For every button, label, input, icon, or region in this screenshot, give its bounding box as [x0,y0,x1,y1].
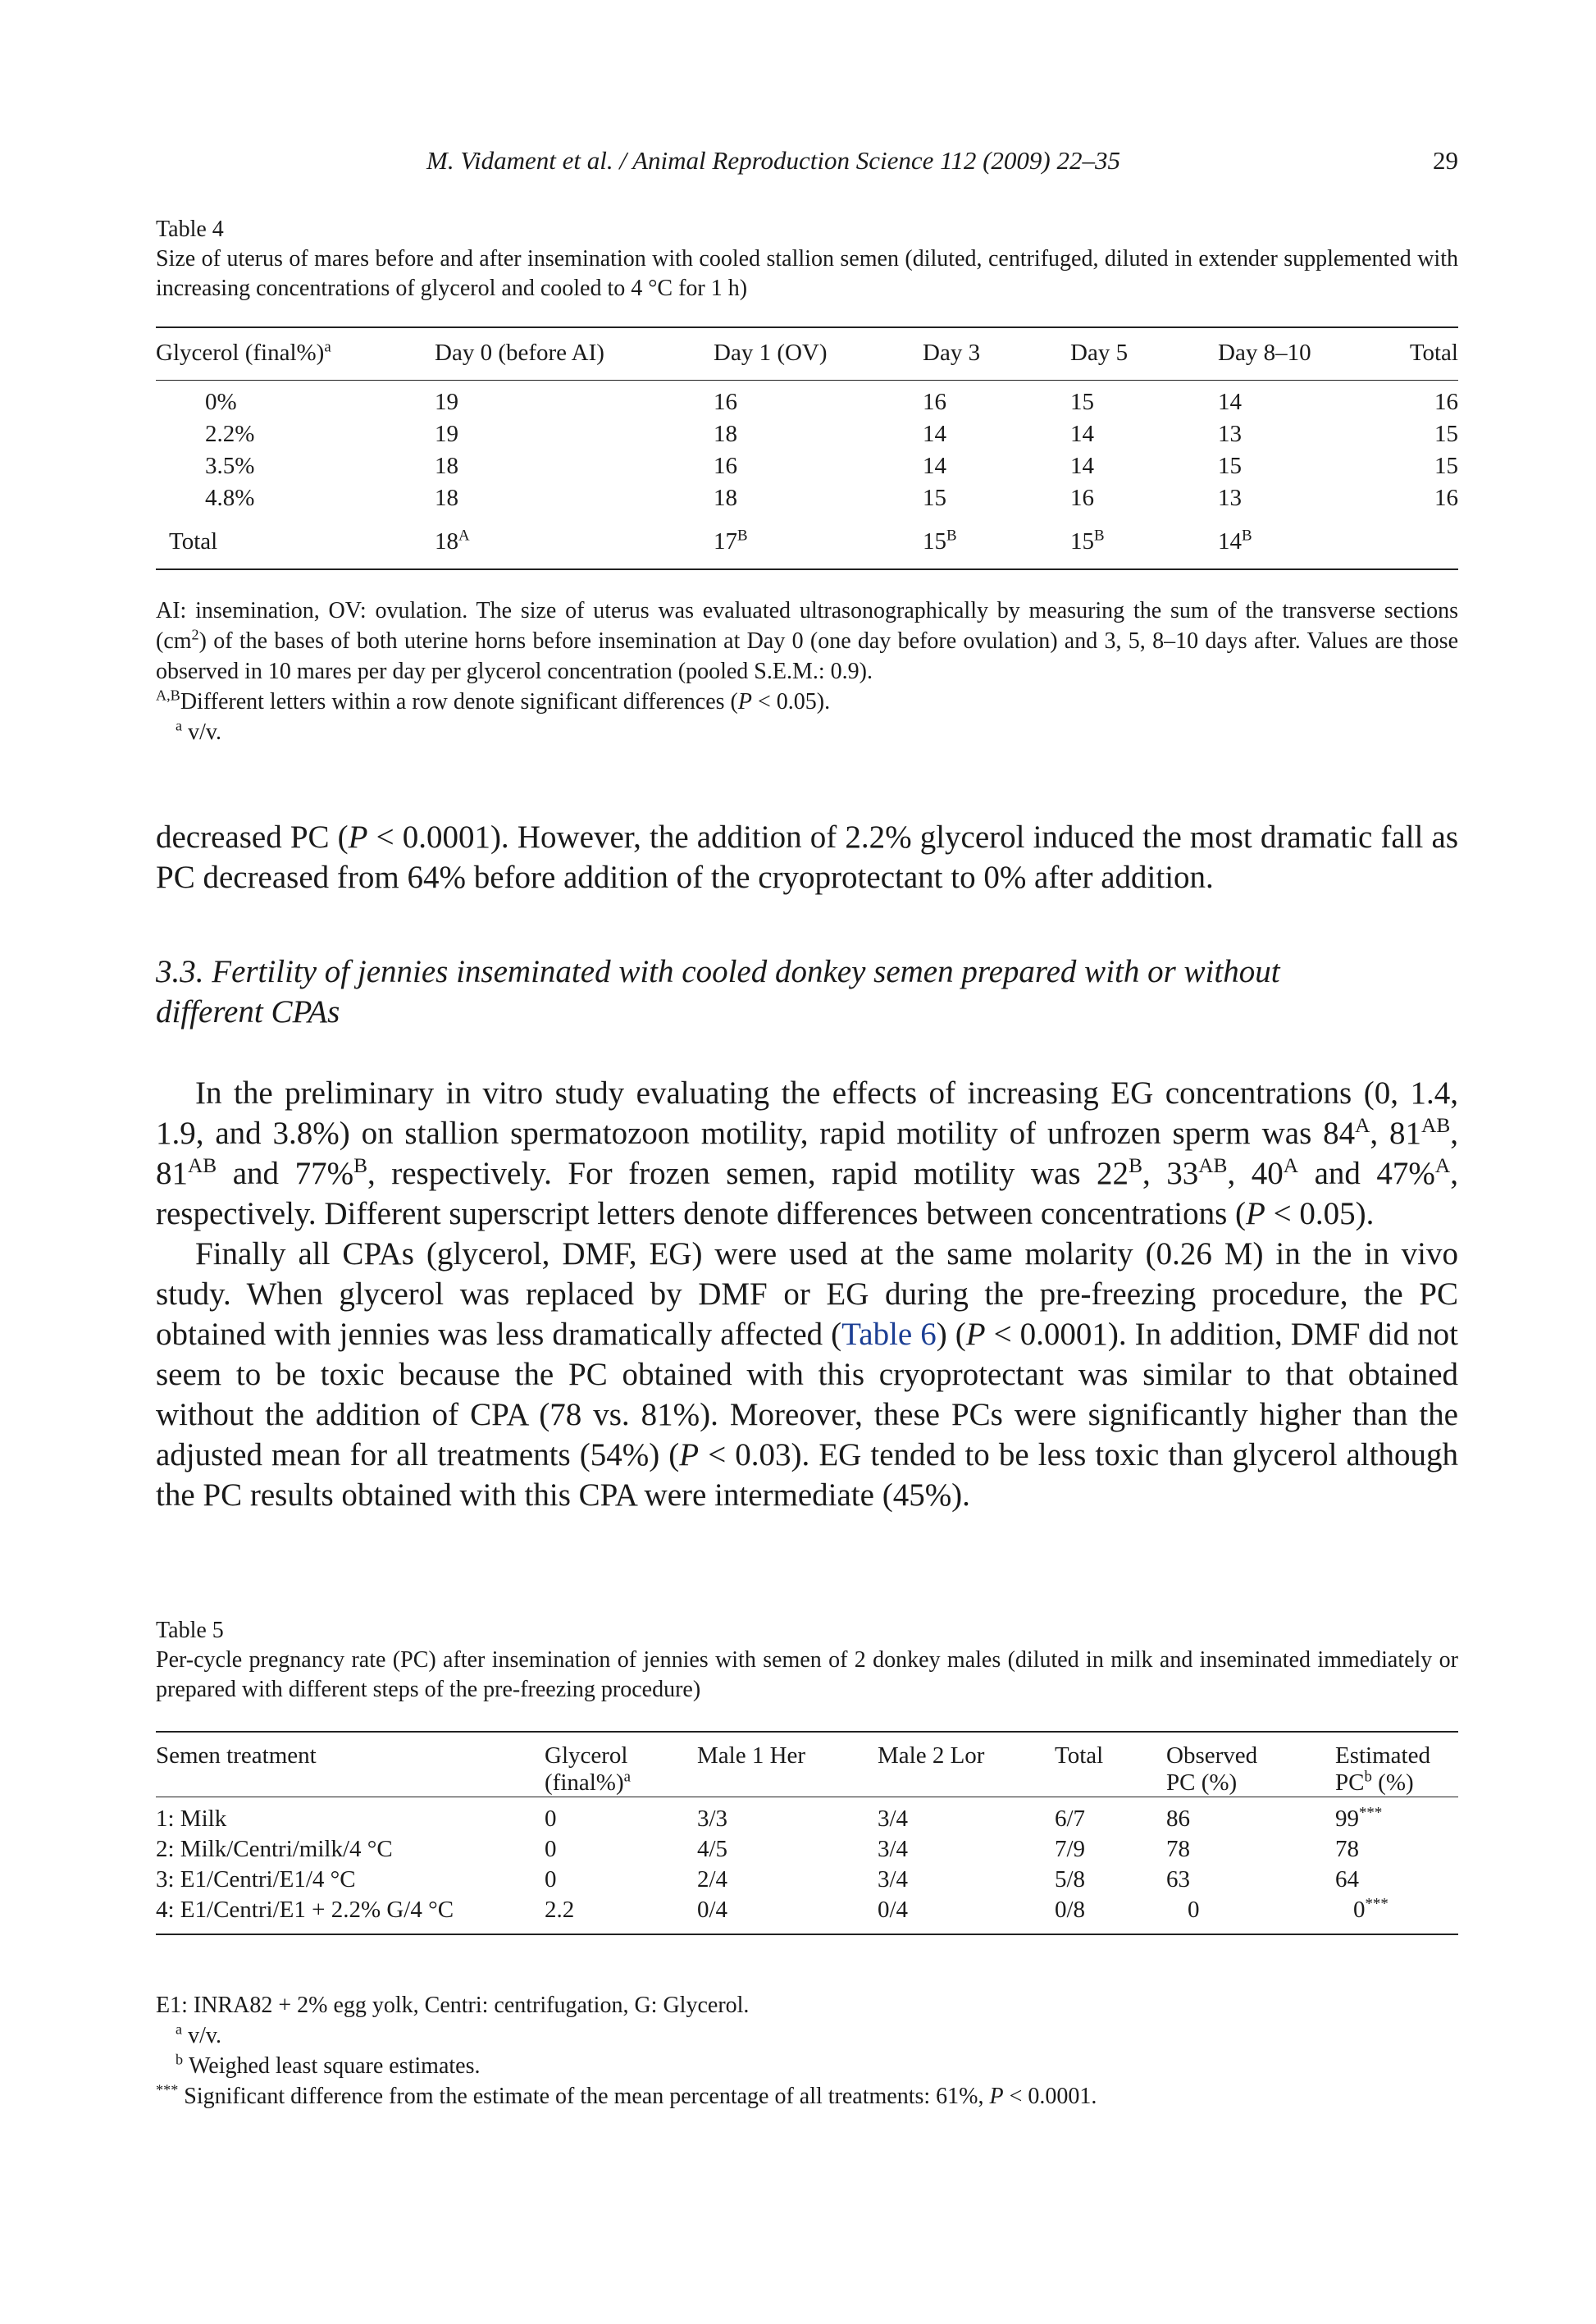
table4-col-day0: Day 0 (before AI) [435,340,604,366]
table4-col-total: Total [1409,340,1458,366]
body-paragraph-2: In the preliminary in vitro study evaluating the effects of increasing EG concentrations (0, 1.4, 1.9, and 3.8%) on stallion spermatozoon motility, rapid motility of unfrozen sperm was $84^A$, $81^{AB}$, $81^{AB}$ and 77%$^B$, respectively. For frozen semen, rapid motility was $22^B$, $33^{AB}$, $40^A$ and 47%$^A$, respectively. Different superscript letters denote differences between concentrations (P < 0.05). [156,1075,1458,1231]
table4-note-main: AI: insemination, OV: ovulation. The size of uterus was evaluated ultrasonographically by measuring the sum of the transverse sections $(cm^2)$ of the bases of both uterine horns before insemination at Day 0 (one day before ovulation) and 3, 5, 8–10 days after. Values are those observed in 10 mares per day per glycerol concentration (pooled S.E.M.: 0.9). [156,598,1458,684]
table5-col-treatment: Semen treatment [156,1742,317,1769]
table4-col-day8-10: Day 8–10 [1218,340,1311,366]
table5-footnote-a: $^a$ v/v. [176,2020,222,2048]
table-row: 3.5% 18 16 14 14 15 15 [205,453,1458,479]
table-row: 3: E1/Centri/E1/4 °C 0 2/4 3/4 5/8 63 64 [156,1866,1359,1893]
table4-note-significance: $^{A,B}$Different letters within a row denote significant differences (P < 0.05). [156,687,831,715]
table5-note-main: E1: INRA82 + 2% egg yolk, Centri: centrifugation, G: Glycerol. [156,1993,750,2018]
table-row: 1: Milk 0 3/3 3/4 6/7 86 99*** [156,1797,1458,1833]
table4-notes [156,596,1458,747]
section-heading: 3.3. Fertility of jennies inseminated with cooled donkey semen prepared with or without different CPAs [156,954,1280,1030]
table4-col-day5: Day 5 [1070,340,1129,366]
table5-header-row [156,1732,1458,1797]
table4-caption [156,215,1458,304]
table5-description: Per-cycle pregnancy rate (PC) after insemination of jennies with semen of 2 donkey males (diluted in milk and inseminated immediately or prepared with different steps of the pre-freezing procedure) [156,1647,1458,1702]
table-row: 4.8% 18 18 15 16 13 16 [205,485,1458,511]
table5-caption [156,1616,1458,1705]
table5 [156,1731,1458,1935]
table-row: 2: Milk/Centri/milk/4 °C 0 4/5 3/4 7/9 78 78 [156,1836,1359,1862]
table5-label: Table 5 [156,1618,224,1643]
table4 [156,326,1458,570]
table4-col-glycerol: Glycerol (final%)$^a$ [156,338,331,366]
table4-description: Size of uterus of mares before and after insemination with cooled stallion semen (diluted, centrifuged, diluted in extender supplemented with increasing concentrations of glycerol and cooled to 4 °C for 1 h) [156,246,1458,301]
table4-header-row [156,327,1458,381]
table5-col-estimated: Estimated $PC^b$ (%) [1335,1742,1430,1796]
running-title: M. Vidament et al. / Animal Reproduction Science 112 (2009) 22–35 [426,146,1121,175]
table5-col-glycerol: Glycerol (final%)$^a$ [545,1742,631,1796]
table4-total-row: Total $18^A$ $17^B$ $15^B$ $15^B$ $14^B$ [156,512,1458,569]
body-paragraphs [156,1073,1458,1515]
page-number: 29 [1433,146,1458,175]
table6-link[interactable]: Table 6 [841,1317,937,1352]
running-head [156,146,1458,179]
body-paragraph-3: Finally all CPAs (glycerol, DMF, EG) were used at the same molarity (0.26 M) in the in vivo study. When glycerol was replaced by DMF or EG during the pre-freezing procedure, the PC obtained with jennies was less dramatically affected (Table 6) (P < 0.0001). In addition, DMF did not seem to be toxic because the PC obtained with this cryoprotectant was similar to that obtained without the addition of CPA (78 vs. 81%). Moreover, these PCs were significantly higher than the adjusted mean for all treatments (54%) (P < 0.03). EG tended to be less toxic than glycerol although the PC results obtained with this CPA were intermediate (45%). [156,1236,1458,1513]
table5-col-male2: Male 2 Lor [878,1742,985,1769]
table5-col-male1: Male 1 Her [697,1742,806,1769]
table5-footnote-b: $^b$ Weighed least square estimates. [176,2051,481,2079]
table5-notes [156,1990,1458,2112]
table4-label: Table 4 [156,217,224,242]
table4-col-day1: Day 1 (OV) [714,340,828,366]
table5-col-total: Total [1055,1742,1104,1769]
table4-footnote-a: $^a$ v/v. [176,717,222,745]
table-row: 2.2% 19 18 14 14 13 15 [205,421,1458,447]
table4-col-day3: Day 3 [923,340,981,366]
body-paragraph-1: decreased PC (P < 0.0001). However, the addition of 2.2% glycerol induced the most dramatic fall as PC decreased from 64% before addition of the cryoprotectant to 0% after addition. [156,820,1458,895]
table-row: 0% 19 16 16 15 14 16 [156,381,1458,417]
table5-footnote-significance: *** Significant difference from the estimate of the mean percentage of all treatments: 61%, P < 0.0001. [156,2081,1097,2109]
table-row: 4: E1/Centri/E1 + 2.2% G/4 °C 2.2 0/4 0/4 0/8 0 0*** [156,1893,1458,1934]
table5-col-observed: Observed PC (%) [1166,1742,1258,1796]
